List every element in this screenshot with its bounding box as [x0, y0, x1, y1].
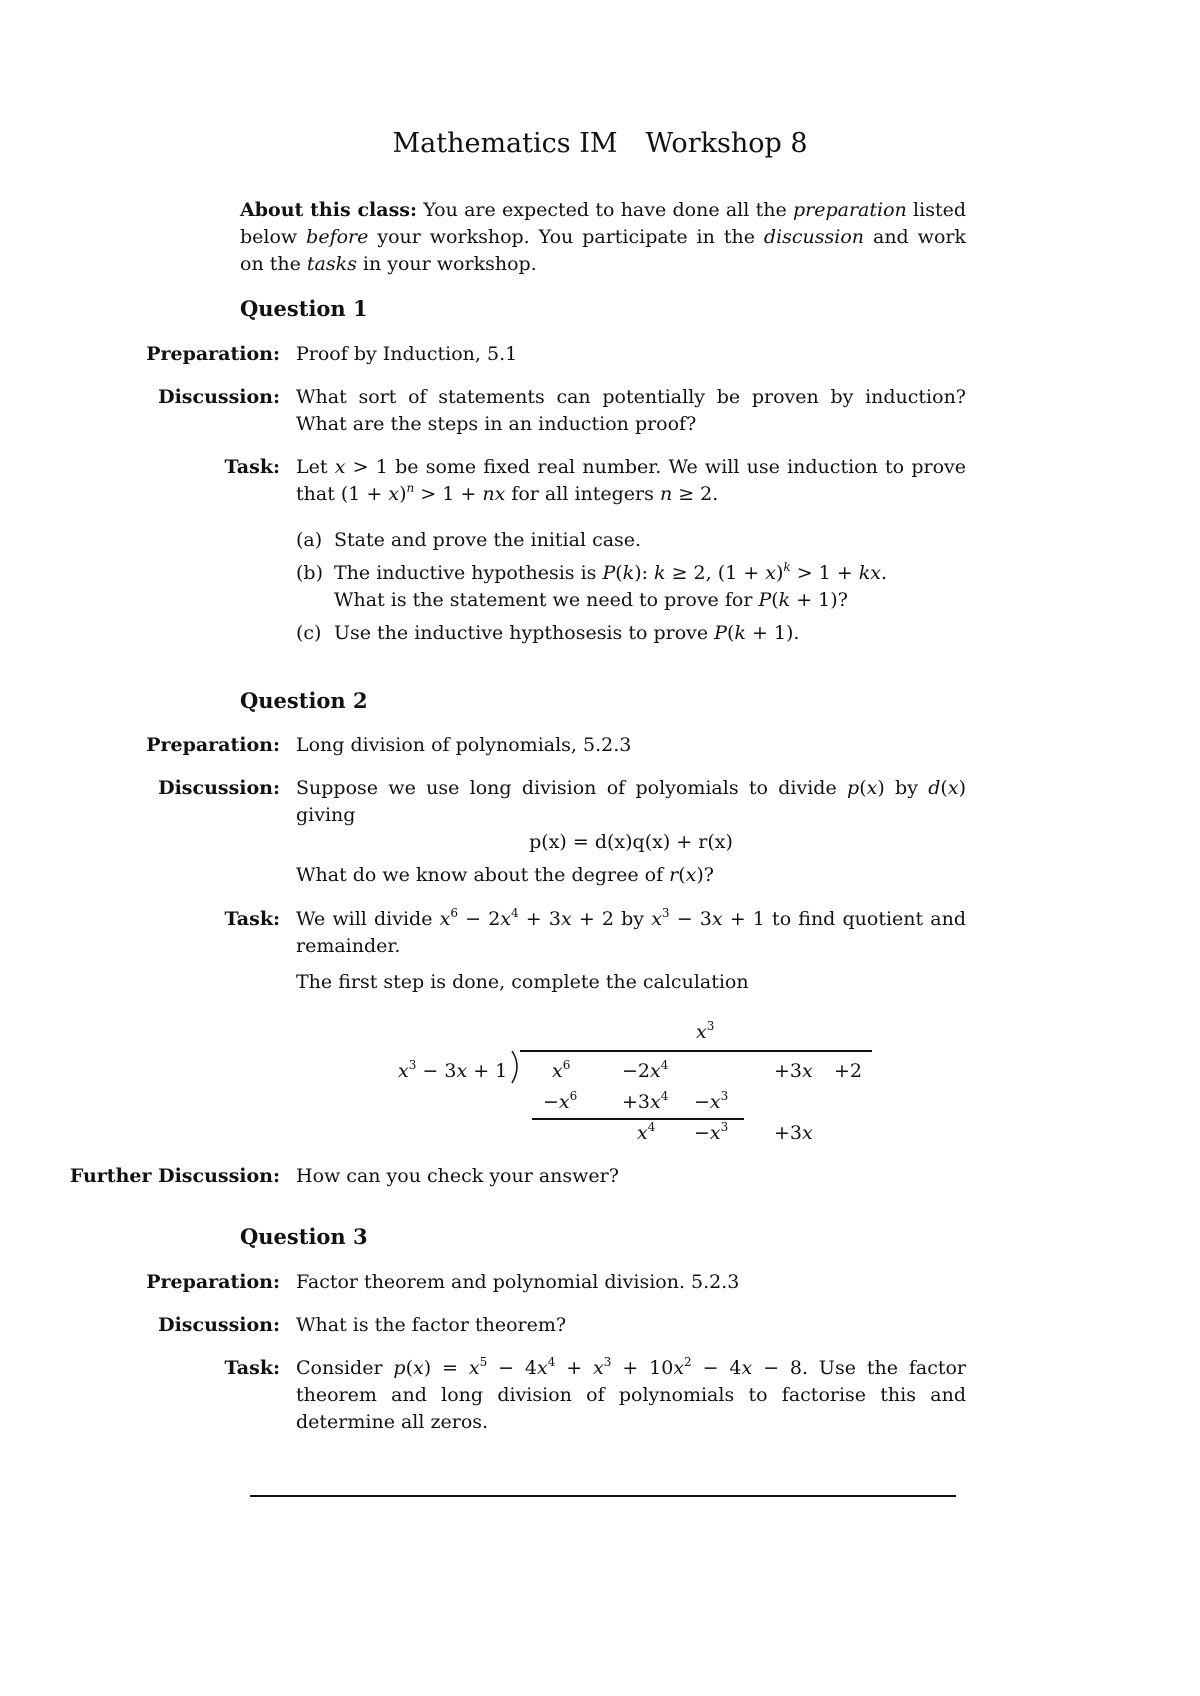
subtrahend-term: $-x^6$	[543, 1089, 578, 1113]
list-item: (a) State and prove the initial case.	[296, 529, 642, 551]
about-lead: About this class:	[240, 199, 417, 221]
subtraction-line	[532, 1118, 744, 1120]
subtrahend-term: $+3x^4$	[622, 1089, 669, 1113]
further-discussion-label: Further Discussion:	[69, 1165, 280, 1187]
q2-task-instruction: The first step is done, complete the calculation	[296, 971, 749, 993]
preparation-label: Preparation:	[146, 1271, 280, 1293]
task-label: Task:	[224, 1357, 280, 1379]
division-bracket	[510, 1050, 524, 1084]
dividend-term: $-2x^4$	[622, 1058, 669, 1082]
remainder-term: $x^4$	[637, 1120, 656, 1144]
discussion-label: Discussion:	[158, 1314, 280, 1336]
bottom-rule	[250, 1495, 956, 1497]
discussion-label: Discussion:	[158, 777, 280, 799]
q1-discussion-text: What sort of statements can potentially be proven by induction? What are the steps in an induction proof?	[296, 386, 966, 435]
remainder-term: $-x^3$	[694, 1120, 729, 1144]
preparation-label: Preparation:	[146, 343, 280, 365]
dividend-term: +3x	[774, 1060, 813, 1082]
subtrahend-term: $-x^3$	[694, 1089, 729, 1113]
about-paragraph: About this class: You are expected to have done all the preparation listed below before your workshop. You participate in the discussion and work on the tasks in your workshop.	[240, 199, 966, 275]
divisor: $x^3 - 3x + 1$	[398, 1058, 508, 1082]
task-label: Task:	[224, 456, 280, 478]
discussion-label: Discussion:	[158, 386, 280, 408]
question-1-heading: Question 1	[240, 296, 368, 321]
list-item: (c) Use the inductive hypthosesis to prove P(k + 1).	[296, 622, 800, 644]
q2-degree-question: What do we know about the degree of r(x)?	[296, 864, 714, 886]
q2-discussion-text: Suppose we use long division of polyomials to divide p(x) by d(x) giving	[296, 777, 966, 826]
preparation-label: Preparation:	[146, 734, 280, 756]
list-item: (b) The inductive hypothesis is P(k): k ≥ 2, $(1 + x)^k > 1$ + kx. What is the statement we need to prove for P(k + 1)?	[296, 560, 888, 611]
question-2-heading: Question 2	[240, 688, 368, 713]
task-label: Task:	[224, 908, 280, 930]
dividend-term: +2	[834, 1060, 863, 1082]
division-equation: p(x) = d(x)q(x) + r(x)	[529, 831, 733, 853]
dividend-term: $x^6$	[552, 1058, 571, 1082]
q3-discussion-text: What is the factor theorem?	[296, 1314, 567, 1336]
q2-further-text: How can you check your answer?	[296, 1165, 619, 1187]
q3-task-text: Consider $p(x) = x^5 - 4x^4 + x^3 + 10x^2 - 4x - 8$. Use the factor theorem and long division of polynomials to factorise this and determine all zeros.	[296, 1355, 966, 1433]
q3-preparation-text: Factor theorem and polynomial division. 5.2.3	[296, 1271, 740, 1293]
q2-preparation-text: Long division of polynomials, 5.2.3	[296, 734, 632, 756]
q1-preparation-text: Proof by Induction, 5.1	[296, 343, 518, 365]
q1-task-text: Let x > 1 be some fixed real number. We will use induction to prove that $(1 + x)^n > 1$ + nx for all integers n ≥ 2.	[296, 456, 966, 505]
q2-task-text: We will divide $x^6 - 2x^4 + 3x + 2$ by $x^3 - 3x + 1$ to find quotient and remainder.	[296, 906, 967, 957]
remainder-term: +3x	[774, 1122, 813, 1144]
q1-parts-list	[296, 527, 976, 647]
quotient-term: $x^3$	[696, 1019, 715, 1043]
division-bar	[520, 1050, 872, 1052]
question-3-heading: Question 3	[240, 1224, 368, 1249]
page-title: Mathematics IM Workshop 8	[392, 128, 808, 159]
